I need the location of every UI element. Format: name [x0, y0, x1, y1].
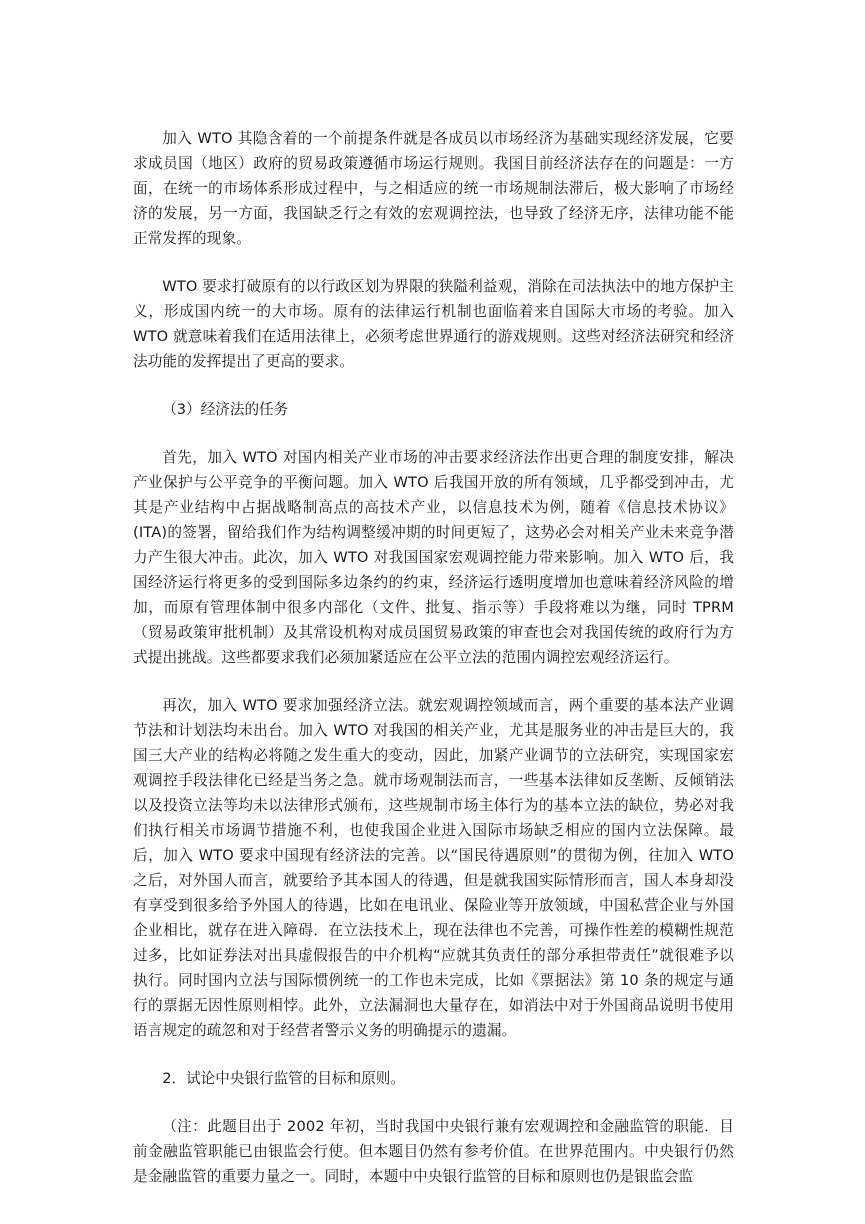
question-heading-central-bank: 2．试论中央银行监管的目标和原则。: [162, 1070, 405, 1087]
section-heading-economic-law-tasks: （3）经济法的任务: [162, 401, 289, 418]
paragraph-wto-requirements: WTO 要求打破原有的以行政区划为界限的狭隘利益观，消除在司法执法中的地方保护主义，形成国内统一的大市场。原有的法律运行机制也面临着来自国际大市场的考验。加入 WTO 就意味着我们在适用法律上，必须考虑世界通行的游戏规则。这些对经济法研究和经济法功能的发挥提出了更高的要求。: [133, 278, 734, 370]
paragraph-second-task: 再次，加入 WTO 要求加强经济立法。就宏观调控领域而言，两个重要的基本法产业调节法和计划法均未出台。加入 WTO 对我国的相关产业，尤其是服务业的冲击是巨大的，我国三大产业的结构必将随之发生重大的变动，因此，加紧产业调节的立法研究，实现国家宏观调控手段法律化已经是当务之急。就市场观制法而言，一些基本法律如反垄断、反倾销法以及投资立法等均未以法律形式颁布，这些规制市场主体行为的基本立法的缺位，势必对我们执行相关市场调节措施不利，也使我国企业进入国际市场缺乏相应的国内立法保障。最后，加入 WTO 要求中国现有经济法的完善。以“国民待遇原则”的贯彻为例，往加入 WTO 之后，对外国人而言，就要给予其本国人的待遇，但是就我国实际情形而言，国人本身却没有享受到很多给予外国人的待遇，比如在电讯业、保险业等开放领域，中国私营企业与外国企业相比，就存在进入障碍．在立法技术上，现在法律也不完善，可操作性差的模糊性规范过多，比如证券法对出具虚假报告的中介机构“应就其负责任的部分承担带责任”就很难予以执行。同时国内立法与国际惯例统一的工作也未完成，比如《票据法》第 10 条的规定与通行的票据无因性原则相悖。此外，立法漏洞也大量存在，如消法中对于外国商品说明书使用语言规定的疏忽和对于经营者警示义务的明确提示的遗漏。: [133, 697, 734, 1039]
paragraph-first-task: 首先，加入 WTO 对国内相关产业市场的冲击要求经济法作出更合理的制度安排，解决产业保护与公平竞争的平衡问题。加入 WTO 后我国开放的所有领域，几乎都受到冲击，尤其是产业结构中占据战略制高点的高技术产业，以信息技术为例，随着《信息技术协议》(ITA)的签署，留给我们作为结构调整缓冲期的时间更短了，这势必会对相关产业未来竞争潜力产生很大冲击。此次，加入 WTO 对我国国家宏观调控能力带来影响。加入 WTO 后，我国经济运行将更多的受到国际多边条约的约束，经济运行透明度增加也意味着经济风险的增加，而原有管理体制中很多内部化（文件、批复、指示等）手段将难以为继，同时 TPRM（贸易政策审批机制）及其常设机构对成员国贸易政策的审查也会对我国传统的政府行为方式提出挑战。这些都要求我们必须加紧适应在公平立法的范围内调控宏观经济运行。: [133, 449, 734, 666]
paragraph-note: （注：此题目出于 2002 年初，当时我国中央银行兼有宏观调控和金融监管的职能．目前金融监管职能已由银监会行使。但本题目仍然有参考价值。在世界范围内。中央银行仍然是金融监管的重要力量之一。同时，本题中中央银行监管的目标和原则也仍是银监会监: [133, 1118, 734, 1185]
paragraph-wto-premise: 加入 WTO 其隐含着的一个前提条件就是各成员以市场经济为基础实现经济发展，它要求成员国（地区）政府的贸易政策遵循市场运行规则。我国目前经济法存在的问题是：一方面，在统一的市场体系形成过程中，与之相适应的统一市场规制法滞后，极大影响了市场经济的发展，另一方面，我国缺乏行之有效的宏观调控法，也导致了经济无序，法律功能不能正常发挥的现象。: [133, 130, 734, 247]
document-body: [133, 126, 734, 1212]
